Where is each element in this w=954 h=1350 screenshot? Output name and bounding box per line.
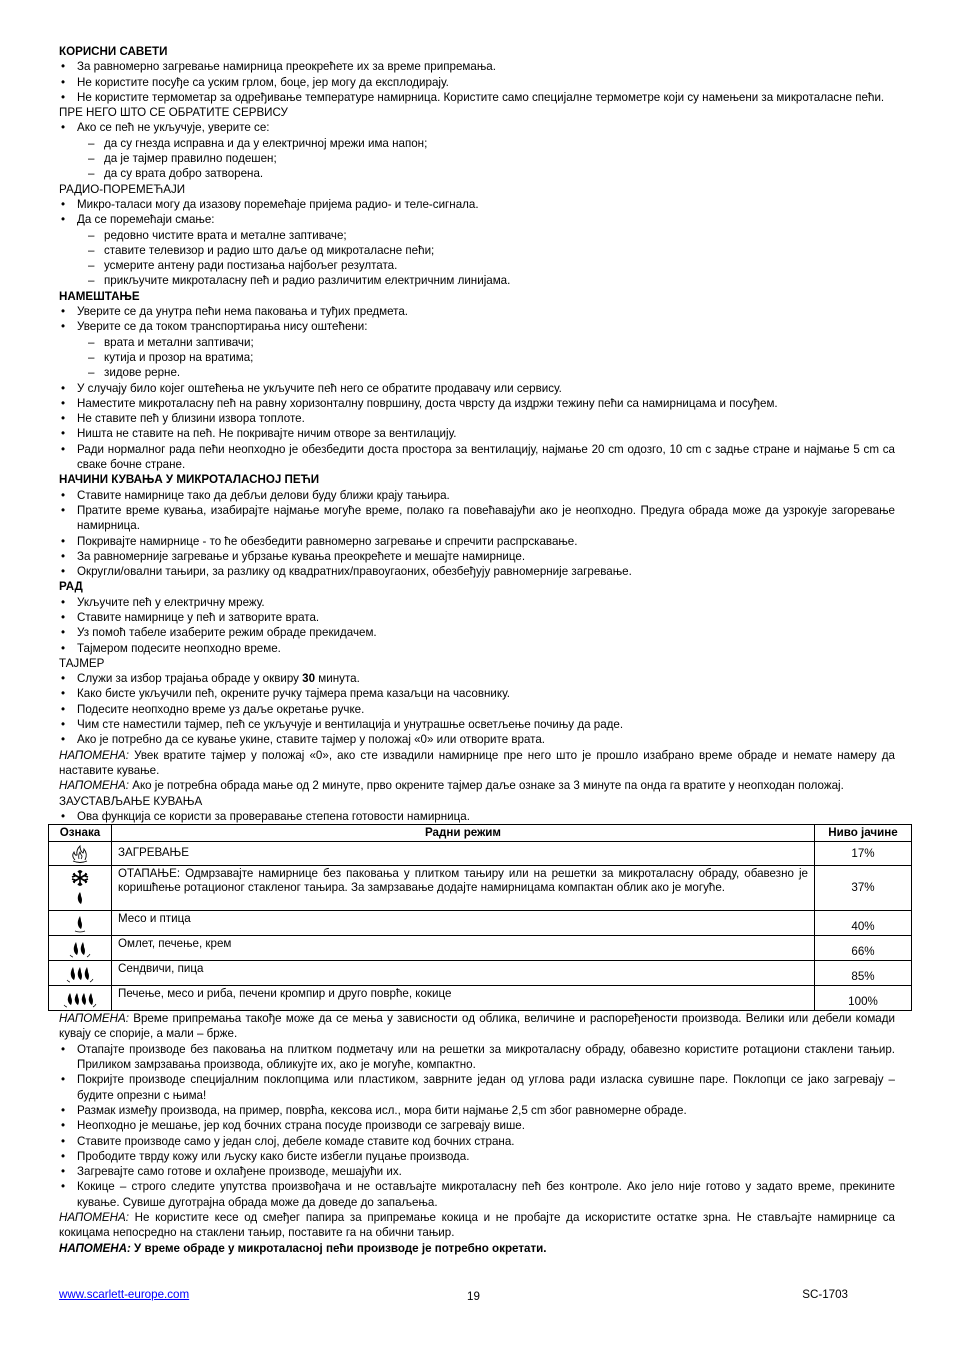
list-item: • Да се поремећаји смање: xyxy=(59,212,895,227)
note-paragraph xyxy=(59,1011,895,1042)
header-symbol: Ознака xyxy=(49,825,112,842)
power-level: 100% xyxy=(815,986,912,1011)
list-item xyxy=(59,671,895,686)
timer-text-post: минута. xyxy=(315,672,360,686)
mode-name: Печење, месо и риба, печени кромпир и друго поврће, кокице xyxy=(112,986,815,1011)
note-label: НАПОМЕНА: xyxy=(59,748,129,762)
snowflake-flame-icon xyxy=(49,866,112,911)
heading-installation: НАМЕШТАЊЕ xyxy=(59,289,140,303)
mode-description: ОТАПАЊЕ: Одмрзавајте намирнице без паковања у плитком тањиру или на решетки за микроталасну обраду, обавезно је коришћење ротационог стакленог тањира. За замрзавање додајте намирницама компактан облик ако је могуће. xyxy=(112,866,815,911)
note-label: НАПОМЕНА: xyxy=(59,779,129,793)
sub-item: – да су гнезда исправна и да у електричној мрежи има напон; xyxy=(59,136,895,151)
table-row xyxy=(49,961,912,986)
table-row xyxy=(49,842,912,866)
one-flame-icon xyxy=(49,911,112,936)
list-item: • Ако се пећ не укључује, уверите се: xyxy=(59,120,895,135)
note-text: Не користите кесе од смеђег папира за припремање кокица и не пробајте да искористите остатке зрна. Не стављајте намирнице са кокицама непосредно на стаклени тањир, поставите га на обични тањир. xyxy=(59,1211,895,1240)
list-item: • Ако је потребно да се кување укине, ставите тајмер у положај «0» или отворите врата. xyxy=(59,732,895,747)
power-level: 17% xyxy=(815,842,912,866)
sub-item: – да су врата добро затворена. xyxy=(59,166,895,181)
page-content xyxy=(59,44,898,1256)
sub-item: – кутија и прозор на вратима; xyxy=(59,350,895,365)
list-item: • Неопходно је мешање, јер код бочних страна посуде производи се загревају више. xyxy=(59,1118,895,1133)
four-flames-icon xyxy=(49,986,112,1011)
sub-item: – усмерите антену ради постизања најбољег резултата. xyxy=(59,258,895,273)
list-item: • Ова функција се користи за проверавање степена готовости намирница. xyxy=(59,809,895,824)
sub-item: – ставите телевизор и радио што даље од микроталасне пећи; xyxy=(59,243,895,258)
sub-item: – зидове рерне. xyxy=(59,365,895,380)
mode-name: ЗАГРЕВАЊЕ xyxy=(112,842,815,866)
heading-before-service: ПРЕ НЕГО ШТО СЕ ОБРАТИТЕ СЕРВИСУ xyxy=(59,106,288,120)
list-item: • Не користите термометар за одређивање температуре намирница. Користите само специјалне термометре који су намењени за микроталасне пећи. xyxy=(59,90,895,105)
sub-item: – да је тајмер правилно подешен; xyxy=(59,151,895,166)
note-paragraph xyxy=(59,748,895,779)
note-text: Увек вратите тајмер у положај «0», ако сте извадили намирнице пре него што је прошло изабрано време обраде и немате намеру да наставите кување. xyxy=(59,748,895,777)
table-row xyxy=(49,986,912,1011)
sub-item: – прикључите микроталасну пећ и радио различитим електричним линијама. xyxy=(59,273,895,288)
three-flames-icon xyxy=(49,961,112,986)
list-item: • Микро-таласи могу да изазову поремећаје пријема радио- и теле-сигнала. xyxy=(59,197,895,212)
heading-radio-interference: РАДИО-ПОРЕМЕЋАЈИ xyxy=(59,182,186,196)
list-item: • Подесите неопходно време уз даље окретање ручке. xyxy=(59,702,895,717)
heading-operation: РАД xyxy=(59,580,83,594)
list-item: • Кокице – строго следите упутства произвођача и не остављајте микроталасну пећ без контроле. Ако јело није готово у задато време, прекините кување. Сувише дуготрајна обрада може да доведе до запаљења. xyxy=(59,1179,895,1210)
mode-name: Месо и птица xyxy=(112,911,815,936)
note-paragraph xyxy=(59,1210,895,1241)
list-item: • Не ставите пећ у близини извора топлоте. xyxy=(59,411,895,426)
list-item: • Тајмером подесите неопходно време. xyxy=(59,641,895,656)
note-paragraph xyxy=(59,778,895,793)
list-item: • Пратите време кувања, изабирајте најмање могуће време, полако га повећавајући ако је неопходно. Предуга обрада може да узрокује загоревање намирница. xyxy=(59,503,895,534)
power-level: 40% xyxy=(815,911,912,936)
note-text: Време припремања такође може да се мења у зависности од облика, величине и распоређености производа. Велики или дебели комади кувају се спорије, а мали – брже. xyxy=(59,1012,895,1041)
page-number: 19 xyxy=(467,1290,480,1303)
website-link[interactable]: www.scarlett-europe.com xyxy=(59,1288,190,1301)
list-item: • Чим сте наместили тајмер, пећ се укључује и вентилација и унутрашње осветљење почињу да раде. xyxy=(59,717,895,732)
table-row xyxy=(49,866,912,911)
note-text: У време обраде у микроталасној пећи производе је потребно окретати. xyxy=(130,1241,547,1255)
timer-minutes: 30 xyxy=(302,672,316,686)
timer-text-pre: Служи за избор трајања обраде у оквиру xyxy=(77,672,303,686)
note-label: НАПОМЕНА: xyxy=(59,1241,131,1255)
list-item: • Размак између производа, на пример, поврћа, кексова исл., мора бити најмање 2,5 cm због равномерне обраде. xyxy=(59,1103,895,1118)
list-item: • Уверите се да унутра пећи нема паковања и туђих предмета. xyxy=(59,304,895,319)
list-item: • Прободите тврду кожу или љуску како бисте избегли пуцање производа. xyxy=(59,1149,895,1164)
header-level: Ниво јачине xyxy=(815,825,912,842)
list-item: • Укључите пећ у електричну мрежу. xyxy=(59,595,895,610)
list-item: • Ставите намирнице тако да дебљи делови буду ближи крају тањира. xyxy=(59,488,895,503)
heading-timer: ТАЈМЕР xyxy=(59,656,105,670)
list-item: • Покривајте намирнице - то ће обезбедити равномерно загревање и спречити распрскавање. xyxy=(59,534,895,549)
list-item: • Уз помоћ табеле изаберите режим обраде прекидачем. xyxy=(59,625,895,640)
list-item: • Ради нормалног рада пећи неопходно је обезбедити доста простора за вентилацију, најмање 20 cm одозго, 10 cm с задње стране и најмање 5 cm са сваке бочне стране. xyxy=(59,442,895,473)
model-number: SC-1703 xyxy=(802,1288,848,1301)
sub-item: – редовно чистите врата и металне заптиваче; xyxy=(59,228,895,243)
list-item: • У случају било којег оштећења не укључите пећ него се обратите продавачу или сервису. xyxy=(59,381,895,396)
sub-item: – врата и метални заптивачи; xyxy=(59,335,895,350)
table-row xyxy=(49,936,912,961)
power-level: 85% xyxy=(815,961,912,986)
list-item: • Наместите микроталасну пећ на равну хоризонталну површину, доста чврсту да издржи тежину пећи са намирницама и посуђем. xyxy=(59,396,895,411)
heading-cooking-methods: НАЧИНИ КУВАЊА У МИКРОТАЛАСНОЈ ПЕЋИ xyxy=(59,473,320,487)
mode-name: Сендвичи, пица xyxy=(112,961,815,986)
list-item: • Ништа не ставите на пећ. Не покривајте ничим отворе за вентилацију. xyxy=(59,426,895,441)
flame-outline-icon xyxy=(49,842,112,866)
note-label: НАПОМЕНА: xyxy=(59,1211,129,1224)
list-item: • Уверите се да током транспортирања нису оштећени: xyxy=(59,319,895,334)
list-item: • За равномерно загревање намирница преокрећете их за време припремања. xyxy=(59,59,895,74)
list-item: • Загревајте само готове и охлађене производе, мешајући их. xyxy=(59,1164,895,1179)
power-level: 37% xyxy=(815,866,912,911)
heading-stop-cooking: ЗАУСТАВЉАЊЕ КУВАЊА xyxy=(59,794,203,808)
list-item: • Отапајте производе без паковања на плитком подметачу или на решетки за микроталасну обраду, обавезно користите ротациони стаклени тањир. Приликом замрзавања производа, обликујте их, ако је могуће, компактно. xyxy=(59,1042,895,1073)
list-item: • Како бисте укључили пећ, окрените ручку тајмера према казаљци на часовнику. xyxy=(59,686,895,701)
list-item: • Ставите намирнице у пећ и затворите врата. xyxy=(59,610,895,625)
table-header-row xyxy=(49,825,912,842)
mode-name: Омлет, печење, крем xyxy=(112,936,815,961)
table-row xyxy=(49,911,912,936)
list-item: • За равномерније загревање и убрзање кувања преокрећете и мешајте намирнице. xyxy=(59,549,895,564)
heading-useful-tips: КОРИСНИ САВЕТИ xyxy=(59,45,168,58)
list-item: • Округли/овални тањири, за разлику од квадратних/правоугаоних, обезбеђују равномерније загревање. xyxy=(59,564,895,579)
list-item: • Покријте производе специјалним поклопцима или пластиком, заврните један од углова ради изласка сувишне паре. Поклопци се јако загревају – будите опрезни с њима! xyxy=(59,1072,895,1103)
power-level: 66% xyxy=(815,936,912,961)
note-label: НАПОМЕНА: xyxy=(59,1012,129,1026)
note-paragraph-bold xyxy=(59,1241,895,1256)
power-mode-table xyxy=(48,824,912,1011)
two-flames-icon xyxy=(49,936,112,961)
header-mode: Радни режим xyxy=(112,825,815,842)
list-item: • Ставите производе само у један слој, дебеле комаде ставите код бочних страна. xyxy=(59,1134,895,1149)
note-text: Ако је потребна обрада мање од 2 минуте, прво окрените тајмер даље ознаке за 3 минуте па онда га вратите у неопходан положај. xyxy=(128,779,844,793)
list-item: • Не користите посуђе са уским грлом, боце, јер могу да експлодирају. xyxy=(59,75,895,90)
